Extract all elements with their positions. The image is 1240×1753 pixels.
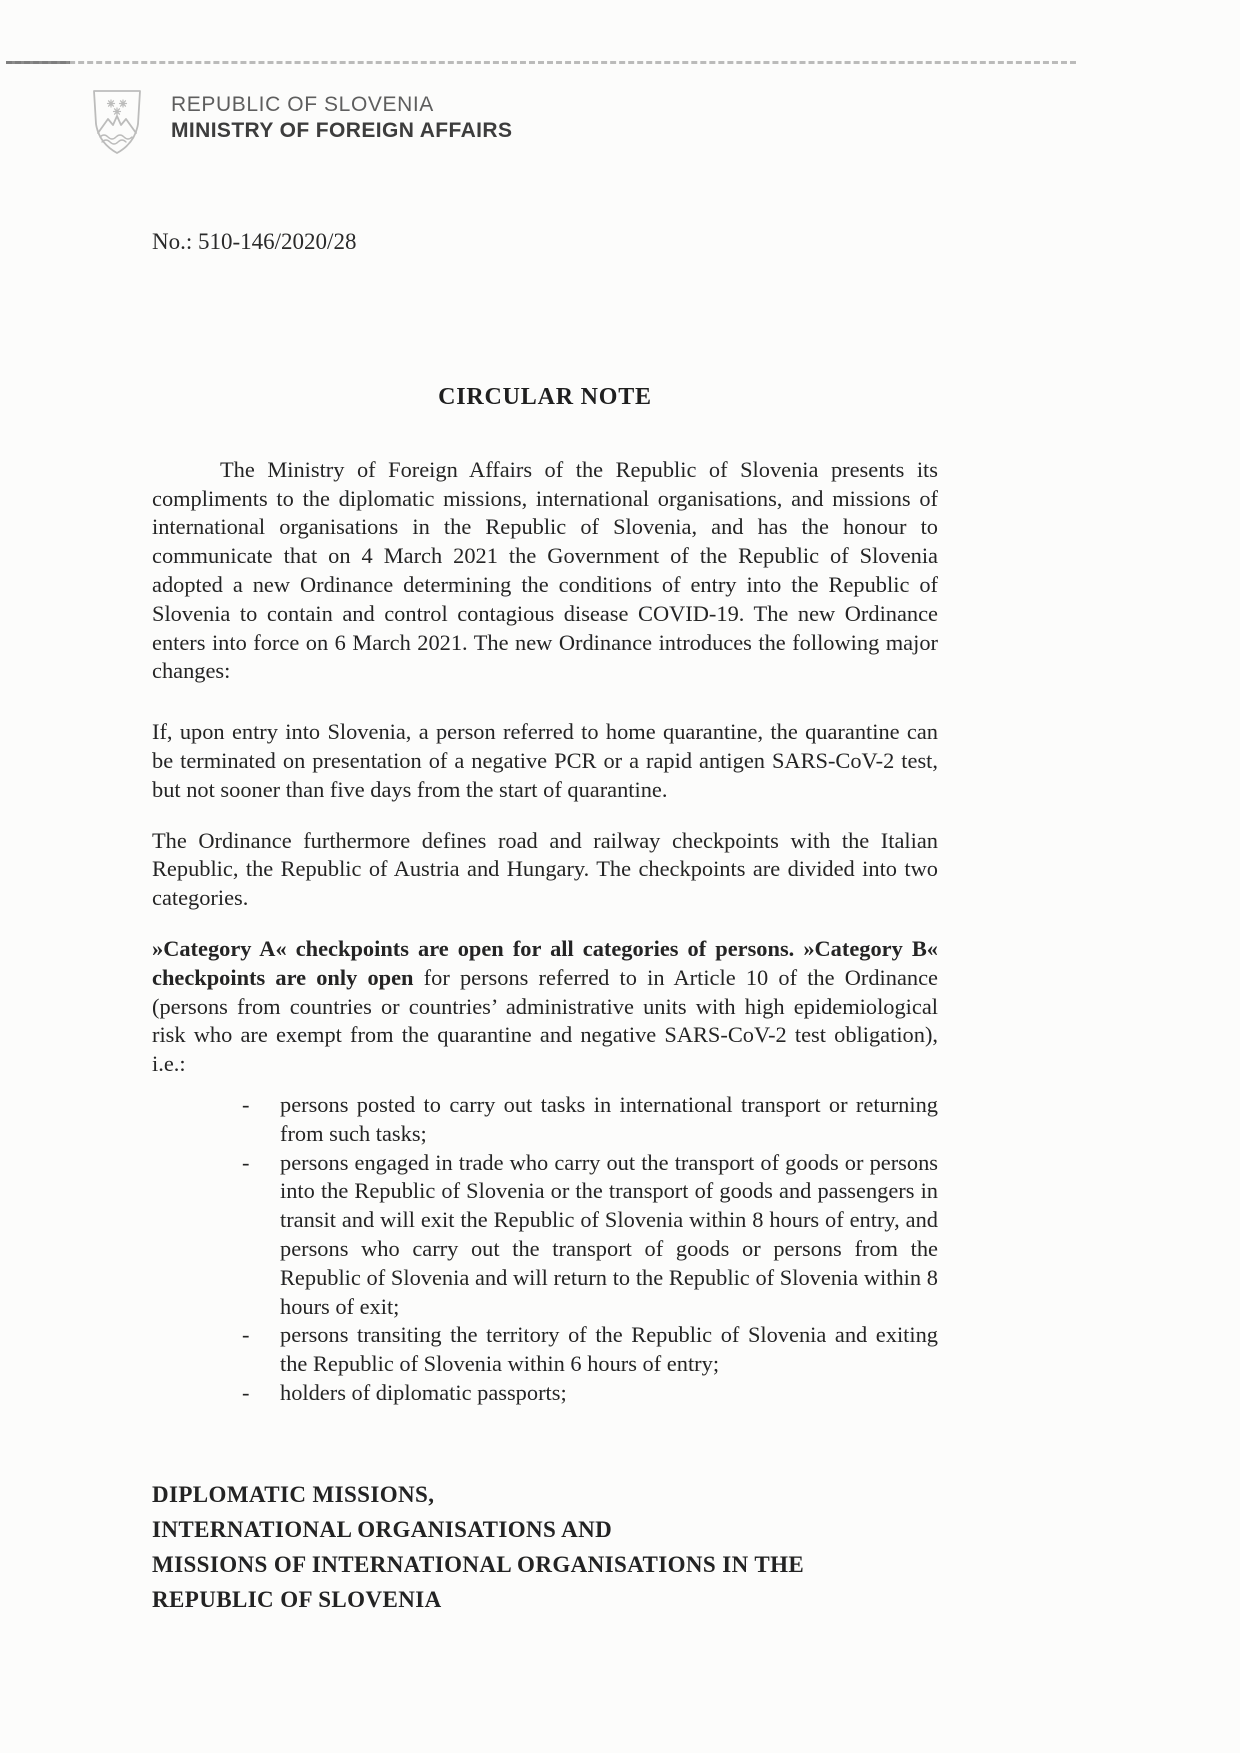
recipient-line: INTERNATIONAL ORGANISATIONS AND bbox=[152, 1517, 613, 1542]
recipient-line: DIPLOMATIC MISSIONS, bbox=[152, 1482, 435, 1507]
list-item-text: persons transiting the territory of the Republic of Slovenia and exiting the Republic of Slovenia within 6 hours of entry; bbox=[280, 1322, 938, 1377]
paragraph-categories-rest: for persons referred to in Article 10 of the Ordinance (persons from countries or countries’ administrative units with high epidemiological risk who are exempt from the quarantine and negative SARS-CoV-2 test obligation), i.e.: bbox=[152, 964, 938, 1077]
scan-artifact-solid-segment bbox=[6, 61, 70, 64]
dash-marker: - bbox=[242, 1091, 250, 1117]
recipient-line: REPUBLIC OF SLOVENIA bbox=[152, 1587, 442, 1612]
letterhead bbox=[85, 86, 512, 158]
list-item bbox=[152, 1379, 938, 1408]
reference-number: No.: 510-146/2020/28 bbox=[152, 229, 357, 254]
list-item bbox=[152, 1091, 938, 1149]
slovenia-coat-of-arms-icon bbox=[85, 86, 149, 158]
paragraph-categories bbox=[152, 935, 938, 1079]
dash-marker: - bbox=[242, 1379, 250, 1405]
letterhead-ministry: MINISTRY OF FOREIGN AFFAIRS bbox=[171, 119, 513, 142]
recipient-line: MISSIONS OF INTERNATIONAL ORGANISATIONS IN THE bbox=[152, 1552, 805, 1577]
list-item bbox=[152, 1321, 938, 1379]
recipient-block bbox=[152, 1477, 804, 1617]
dash-marker: - bbox=[242, 1149, 250, 1175]
list-item-text: persons engaged in trade who carry out the transport of goods or persons into the Republic of Slovenia or the transport of goods and passengers in transit and will exit the Republic of Slovenia within 8 hours of entry, and persons who carry out the transport of goods or persons from the Republic of Slovenia and will return to the Republic of Slovenia within 8 hours of exit; bbox=[280, 1149, 938, 1319]
document-title: CIRCULAR NOTE bbox=[438, 384, 652, 410]
dash-marker: - bbox=[242, 1322, 250, 1348]
letterhead-text bbox=[171, 86, 512, 144]
paragraph-categories-bold-lead: »Category A« checkpoints are open for all categories of persons. »Category B« checkpoints are only open bbox=[152, 935, 938, 990]
paragraph-intro: The Ministry of Foreign Affairs of the Republic of Slovenia presents its compliments to the diplomatic missions, international organisations, and missions of international organisations in the Republic of Slovenia, and has the honour to communicate that on 4 March 2021 the Government of the Republic of Slovenia adopted a new Ordinance determining the conditions of entry into the Republic of Slovenia to contain and control contagious disease COVID-19. The new Ordinance enters into force on 6 March 2021. The new Ordinance introduces the following major changes: bbox=[152, 456, 938, 684]
list-item-text: holders of diplomatic passports; bbox=[280, 1379, 567, 1405]
scan-artifact-line bbox=[6, 61, 1076, 64]
paragraph-quarantine: If, upon entry into Slovenia, a person referred to home quarantine, the quarantine can be terminated on presentation of a negative PCR or a rapid antigen SARS-CoV-2 test, but not sooner than five days from the start of quarantine. bbox=[152, 719, 938, 802]
paragraph-checkpoints: The Ordinance furthermore defines road and railway checkpoints with the Italian Republic, the Republic of Austria and Hungary. The checkpoints are divided into two categories. bbox=[152, 827, 938, 911]
list-item-text: persons posted to carry out tasks in international transport or returning from such tasks; bbox=[280, 1091, 938, 1146]
letterhead-country: REPUBLIC OF SLOVENIA bbox=[171, 93, 434, 116]
list-item bbox=[152, 1149, 938, 1322]
checkpoint-exemption-list bbox=[152, 1091, 938, 1408]
document-body bbox=[152, 383, 938, 1408]
